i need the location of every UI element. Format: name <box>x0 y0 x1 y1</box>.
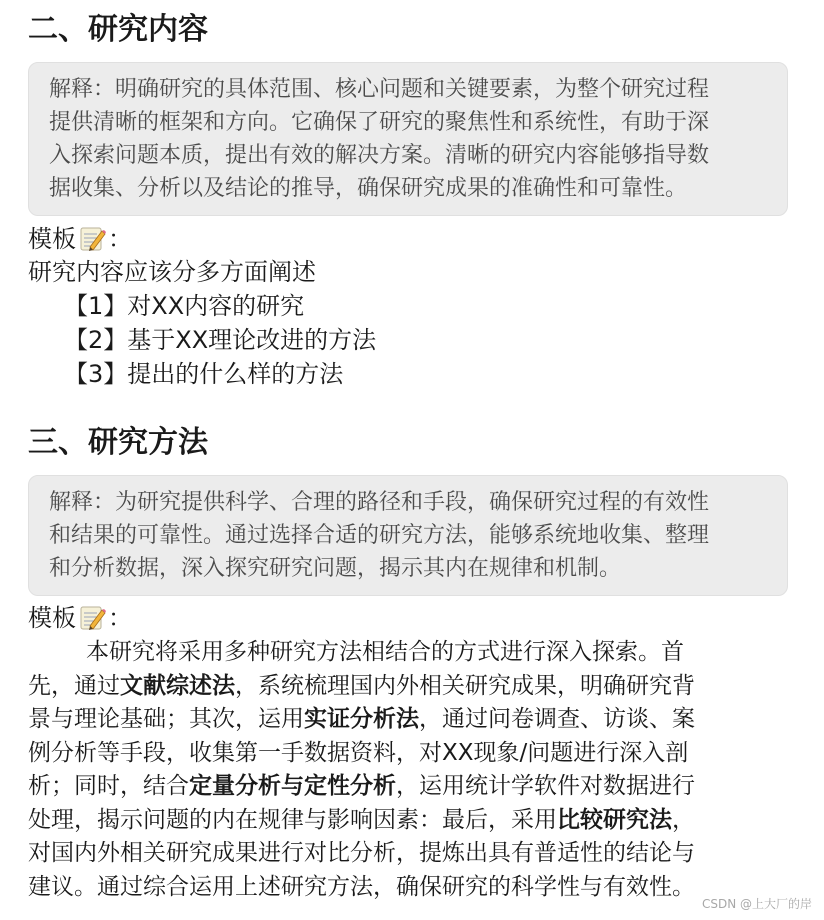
paragraph-text: 析；同时，结合 <box>28 773 189 799</box>
paragraph-text: ，运用统计学软件对数据进行 <box>396 773 695 799</box>
explanation-line: 和结果的可靠性。通过选择合适的研究方法，能够系统地收集、整理 <box>49 523 710 548</box>
explanation-line: 解释：为研究提供科学、合理的路径和手段，确保研究过程的有效性 <box>49 490 710 515</box>
template-label: 模板 <box>28 225 76 253</box>
template-label-row <box>28 222 132 256</box>
watermark: CSDN @上大厂的岸 <box>701 897 812 911</box>
paragraph-text: 例分析等手段，收集第一手数据资料，对XX现象/问题进行深入剖 <box>28 739 689 766</box>
template-label: 模板 <box>28 604 76 632</box>
explanation-line: 提供清晰的框架和方向。它确保了研究的聚焦性和系统性，有助于深 <box>49 110 710 135</box>
template-label-row <box>28 601 132 635</box>
content-intro: 研究内容应该分多方面阐述 <box>28 258 316 286</box>
paragraph-text: 景与理论基础；其次，运用 <box>28 706 304 732</box>
explanation-box-research-method <box>28 475 788 596</box>
paragraph-line <box>28 703 788 737</box>
paragraph-text: ，通过问卷调查、访谈、案 <box>419 706 695 732</box>
method-term-literature-review: 文献综述法 <box>120 672 235 699</box>
template-colon: ： <box>108 604 132 632</box>
paragraph-line <box>28 837 788 871</box>
paragraph-text: 处理，揭示问题的内在规律与影响因素：最后，采用 <box>28 806 557 833</box>
memo-icon <box>78 225 106 253</box>
explanation-line: 入探索问题本质，提出有效的解决方案。清晰的研究内容能够指导数 <box>49 143 710 168</box>
method-term-comparative-research: 比较研究法 <box>557 806 672 833</box>
paragraph-text: 本研究将采用多种研究方法相结合的方式进行深入探索。首 <box>86 639 684 665</box>
explanation-line: 解释：明确研究的具体范围、核心问题和关键要素，为整个研究过程 <box>49 77 710 102</box>
list-item: 【2】基于XX理论改进的方法 <box>64 326 377 354</box>
method-term-quant-qual-analysis: 定量分析与定性分析 <box>189 773 396 799</box>
paragraph-line <box>28 804 788 838</box>
paragraph-line <box>28 737 788 771</box>
explanation-box-research-content <box>28 62 788 216</box>
list-item: 【1】对XX内容的研究 <box>64 292 305 320</box>
paragraph-text: ，系统梳理国内外相关研究成果，明确研究背 <box>235 672 695 699</box>
paragraph-text: 建议。通过综合运用上述研究方法，确保研究的科学性与有效性。 <box>28 873 695 900</box>
paragraph-line <box>28 871 788 905</box>
paragraph-text: 对国内外相关研究成果进行对比分析，提炼出具有普适性的结论与 <box>28 840 695 866</box>
section-heading-research-content: 二、研究内容 <box>28 12 208 47</box>
list-item: 【3】提出的什么样的方法 <box>64 360 344 388</box>
paragraph-text: ， <box>672 806 695 833</box>
paragraph-text: 先，通过 <box>28 672 120 699</box>
method-term-empirical-analysis: 实证分析法 <box>304 706 419 732</box>
explanation-line: 据收集、分析以及结论的推导，确保研究成果的准确性和可靠性。 <box>49 176 688 201</box>
template-colon: ： <box>108 225 132 253</box>
method-paragraph <box>28 636 788 904</box>
explanation-line: 和分析数据，深入探究研究问题，揭示其内在规律和机制。 <box>49 556 622 581</box>
section-heading-research-method: 三、研究方法 <box>28 425 208 460</box>
paragraph-line <box>28 670 788 704</box>
paragraph-line <box>28 636 788 670</box>
memo-icon <box>78 604 106 632</box>
paragraph-line <box>28 770 788 804</box>
